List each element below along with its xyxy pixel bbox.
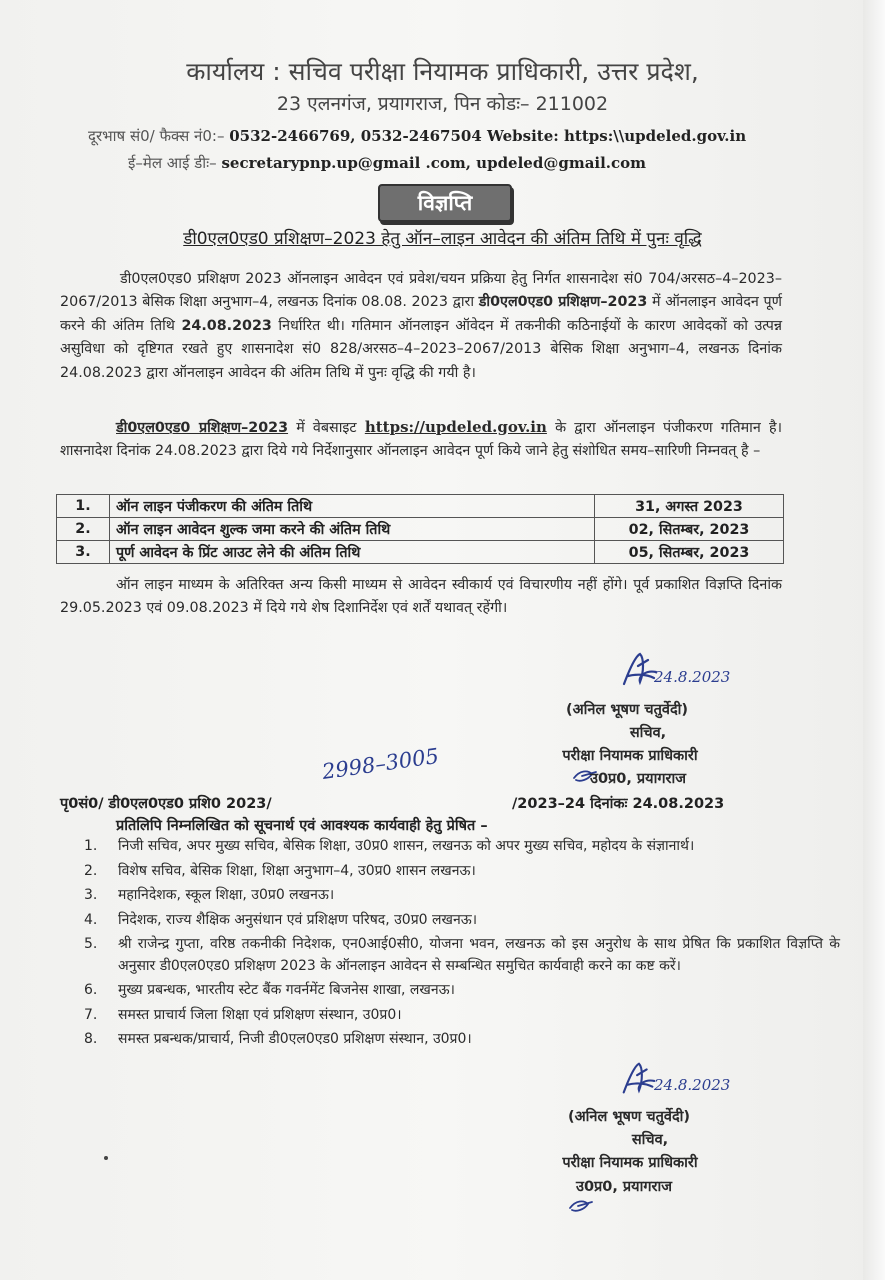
list-number: 6.	[84, 982, 98, 998]
email-label: ई–मेल आई डीः–	[128, 154, 217, 172]
stray-mark	[104, 1156, 108, 1160]
phone-label: दूरभाष सं0/ फैक्स नं0:–	[88, 127, 225, 145]
list-number: 8.	[84, 1031, 98, 1047]
para1-text-d: 24.08.2023	[181, 317, 272, 334]
schedule-item: पूर्ण आवेदन के प्रिंट आउट लेने की अंतिम तिथि	[110, 541, 595, 564]
reference-handwritten-number: 2998–3005	[320, 743, 441, 784]
paragraph-2	[60, 416, 782, 464]
signature2-name: (अनिल भूषण चतुर्वेदी)	[567, 1109, 691, 1125]
list-text: विशेष सचिव, बेसिक शिक्षा, शिक्षा अनुभाग–4, उ0प्र0 शासन लखनऊ।	[118, 862, 476, 879]
office-address: 23 एलनगंज, प्रयागराज, पिन कोडः– 211002	[276, 93, 609, 115]
list-number: 1.	[84, 838, 98, 854]
schedule-date: 31, अगस्त 2023	[595, 495, 784, 518]
schedule-number: 2.	[57, 518, 110, 541]
list-item	[84, 861, 840, 883]
copies-heading: प्रतिलिपि निम्नलिखित को सूचनार्थ एवं आवश्यक कार्यवाही हेतु प्रेषित –	[116, 818, 488, 834]
table-row	[57, 495, 784, 518]
list-item	[84, 980, 840, 1002]
para1-text-b: डी0एल0एड0 प्रशिक्षण–2023	[478, 294, 648, 311]
para1-text-a: डी0एल0एड0 प्रशिक्षण 2023 ऑनलाइन आवेदन एवं प्रवेश/चयन प्रक्रिया हेतु निर्गत शासनादेश सं0 704/अरसठ–4–2023–2067/2013 बेसिक शिक्षा अनुभाग–4, लखनऊ दिनांक 08.08. 2023 द्वारा	[60, 271, 782, 311]
office-title: कार्यालय : सचिव परीक्षा नियामक प्राधिकारी, उत्तर प्रदेश,	[186, 57, 699, 86]
schedule-item: ऑन लाइन आवेदन शुल्क जमा करने की अंतिम तिथि	[110, 518, 595, 541]
initial-scribble-icon	[568, 1196, 594, 1216]
signature2-date: 24.8.2023	[654, 1076, 731, 1094]
list-number: 2.	[84, 862, 98, 879]
para2-text-a: डी0एल0एड0 प्रशिक्षण–2023	[116, 420, 289, 436]
list-item	[84, 934, 840, 977]
email-value: secretarypnp.up@gmail .com, updeled@gmail.com	[221, 154, 647, 172]
reference-left: पृ0सं0/ डी0एल0एड0 प्रशि0 2023/	[60, 796, 272, 812]
list-number: 3.	[84, 887, 98, 903]
signature2-designation: परीक्षा नियामक प्राधिकारी	[562, 1155, 698, 1171]
contact-email-line	[128, 153, 646, 173]
website-link[interactable]: https://updeled.gov.in	[364, 418, 547, 436]
list-number: 7.	[84, 1006, 98, 1023]
signature1-title: सचिव,	[629, 725, 667, 741]
list-item	[84, 1005, 840, 1027]
paragraph-3	[60, 574, 782, 621]
list-item	[84, 836, 840, 858]
para3-text: ऑन लाइन माध्यम के अतिरिक्त अन्य किसी माध्यम से आवेदन स्वीकार्य एवं विचारणीय नहीं होंगे। पूर्व प्रकाशित विज्ञप्ति दिनांक 29.05.2023 एवं 09.08.2023 में दिये गये शेष दिशानिर्देश एवं शर्तें यथावत् रहेंगी।	[60, 577, 783, 617]
signature1-name: (अनिल भूषण चतुर्वेदी)	[565, 702, 689, 718]
list-text: समस्त प्राचार्य जिला शिक्षा एवं प्रशिक्षण संस्थान, उ0प्र0।	[118, 1006, 402, 1023]
list-text: मुख्य प्रबन्धक, भारतीय स्टेट बैंक गवर्नमेंट बिजनेस शाखा, लखनऊ।	[118, 982, 455, 998]
table-row	[57, 541, 784, 564]
reference-right: /2023–24 दिनांकः 24.08.2023	[512, 796, 725, 812]
para1-text-e: निर्धारित थी। गतिमान ऑनलाइन ऑवेदन में तकनीकी कठिनाईयों के कारण आवेदकों को उत्पन्न असुविधा को दृष्टिगत रखते हुए शासनादेश सं0 828/अरसठ–4–2023–2067/2013 बेसिक शिक्षा अनुभाग–4, लखनऊ दिनांक 24.08.2023 द्वारा ऑनलाइन आवेदन की अंतिम तिथि में पुनः वृद्धि की गयी है।	[60, 317, 783, 381]
list-number: 5.	[84, 936, 98, 952]
para1-text-c: में ऑनलाइन आवेदन पूर्ण करने की अंतिम तिथि	[60, 294, 782, 334]
list-text: निजी सचिव, अपर मुख्य सचिव, बेसिक शिक्षा, उ0प्र0 शासन, लखनऊ को अपर मुख्य सचिव, महोदय के संज्ञानार्थ।	[118, 838, 695, 854]
signature2-title: सचिव,	[631, 1132, 669, 1148]
list-item	[84, 1029, 840, 1051]
signature1-designation: परीक्षा नियामक प्राधिकारी	[562, 748, 698, 764]
para2-text-b: में वेबसाइट	[288, 420, 365, 436]
notice-heading: विज्ञप्ति	[378, 184, 512, 222]
notice-subject-text: डी0एल0एड0 प्रशिक्षण–2023 हेतु ऑन–लाइन आवेदन की अंतिम तिथि में पुनः वृद्धि	[183, 229, 702, 249]
list-text: श्री राजेन्द्र गुप्ता, वरिष्ठ तकनीकी निदेशक, एन0आई0सी0, योजना भवन, लखनऊ को इस अनुरोध के साथ प्रेषित कि प्रकाशित विज्ञप्ति के अनुसार डी0एल0एड0 प्रशिक्षण 2023 के ऑनलाइन आवेदन से सम्बन्धित समुचित कार्यवाही करने का कष्ट करें।	[118, 936, 840, 974]
copies-list	[84, 836, 840, 1054]
list-item	[84, 910, 840, 932]
schedule-table	[56, 494, 784, 564]
list-item	[84, 885, 840, 907]
phone-value: 0532-2466769, 0532-2467504 Website: https:\\updeled.gov.in	[229, 127, 747, 145]
schedule-number: 3.	[57, 541, 110, 564]
notice-subject	[0, 226, 885, 249]
list-number: 4.	[84, 911, 98, 928]
reference-line	[60, 793, 780, 813]
schedule-date: 02, सितम्बर, 2023	[595, 518, 784, 541]
paragraph-1	[60, 268, 782, 385]
table-row	[57, 518, 784, 541]
contact-phone-line	[88, 126, 746, 146]
page-edge-shadow	[863, 0, 885, 1280]
list-text: महानिदेशक, स्कूल शिक्षा, उ0प्र0 लखनऊ।	[118, 887, 335, 903]
signature2-place: उ0प्र0, प्रयागराज	[576, 1179, 672, 1195]
schedule-item: ऑन लाइन पंजीकरण की अंतिम तिथि	[110, 495, 595, 518]
schedule-number: 1.	[57, 495, 110, 518]
schedule-date: 05, सितम्बर, 2023	[595, 541, 784, 564]
list-text: निदेशक, राज्य शैक्षिक अनुसंधान एवं प्रशिक्षण परिषद, उ0प्र0 लखनऊ।	[118, 911, 478, 928]
para2-text-c: के द्वारा ऑनलाइन पंजीकरण गतिमान है। शासनादेश दिनांक 24.08.2023 द्वारा दिये गये निर्देशानुसार ऑनलाइन आवेदन पूर्ण किये जाने हेतु संशोधित समय–सारिणी निम्नवत् है –	[60, 420, 782, 460]
signature1-place: उ0प्र0, प्रयागराज	[590, 771, 686, 787]
list-text: समस्त प्रबन्धक/प्राचार्य, निजी डी0एल0एड0 प्रशिक्षण संस्थान, उ0प्र0।	[118, 1031, 472, 1047]
signature1-date: 24.8.2023	[654, 668, 731, 686]
